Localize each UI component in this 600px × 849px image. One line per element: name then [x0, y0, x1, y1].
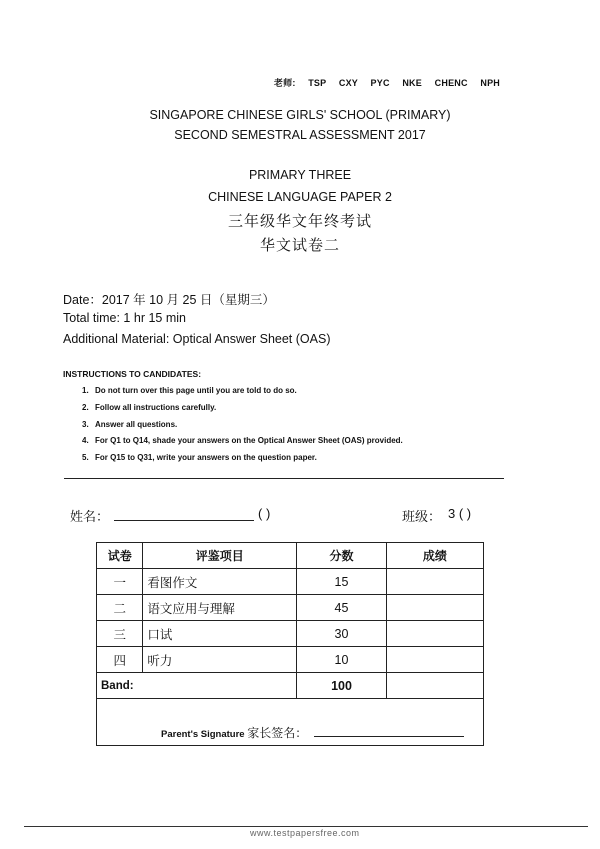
score-cell[interactable]: [386, 621, 483, 647]
table-row: [97, 569, 484, 595]
instruction-item: 5. For Q15 to Q31, write your answers on the question paper.: [82, 453, 317, 463]
max-marks: 45: [297, 595, 387, 621]
instructions-list: [82, 386, 403, 470]
teacher-code: NPH: [480, 78, 500, 88]
class-label: 班级：: [402, 510, 442, 525]
assessment-item: 口试: [143, 621, 297, 647]
total-score-cell[interactable]: [386, 673, 483, 699]
teacher-code: NKE: [402, 78, 422, 88]
column-header: 成绩: [386, 543, 483, 569]
divider: [64, 478, 504, 479]
signature-label-chinese: 家长签名：: [247, 726, 308, 740]
assessment-title: SECOND SEMESTRAL ASSESSMENT 2017: [174, 128, 426, 142]
paper-number: 二: [97, 595, 143, 621]
class-field[interactable]: 3 ( ): [448, 506, 472, 521]
table-row: [97, 595, 484, 621]
table-row: [97, 647, 484, 673]
column-header: 分数: [297, 543, 387, 569]
assessment-item: 语文应用与理解: [143, 595, 297, 621]
footer-watermark: www.testpapersfree.com: [250, 828, 360, 838]
score-cell[interactable]: [386, 595, 483, 621]
index-number-field[interactable]: ( ): [258, 506, 271, 521]
teacher-code: CXY: [338, 78, 358, 88]
teacher-code: PYC: [370, 78, 390, 88]
paper-number: 一: [97, 569, 143, 595]
column-header: 评鉴项目: [143, 543, 297, 569]
assessment-item: 看图作文: [143, 569, 297, 595]
exam-date: Date：2017 年 10 月 25 日（星期三）: [63, 293, 275, 307]
signature-label: Parent's Signature: [161, 729, 245, 740]
instruction-item: 4. For Q1 to Q14, shade your answers on the Optical Answer Sheet (OAS) provided.: [82, 436, 403, 446]
score-table: [96, 542, 484, 746]
paper-number: 三: [97, 621, 143, 647]
exam-duration: Total time: 1 hr 15 min: [63, 311, 186, 325]
signature-field[interactable]: [314, 736, 464, 737]
table-header-row: [97, 543, 484, 569]
footer-divider: [24, 826, 588, 827]
total-marks: 100: [297, 673, 387, 699]
additional-material: Additional Material: Optical Answer Sheet (OAS): [63, 332, 331, 346]
max-marks: 10: [297, 647, 387, 673]
paper-number: 四: [97, 647, 143, 673]
school-name: SINGAPORE CHINESE GIRLS' SCHOOL (PRIMARY): [149, 108, 451, 122]
paper-title: CHINESE LANGUAGE PAPER 2: [208, 190, 392, 204]
band-row: [97, 673, 484, 699]
max-marks: 15: [297, 569, 387, 595]
name-label: 姓名：: [70, 510, 110, 525]
teacher-code: TSP: [308, 78, 327, 88]
score-cell[interactable]: [386, 569, 483, 595]
column-header: 试卷: [97, 543, 143, 569]
chinese-exam-title: 三年级华文年终考试: [227, 212, 372, 230]
instructions-title: INSTRUCTIONS TO CANDIDATES:: [63, 369, 202, 379]
instruction-item: 1. Do not turn over this page until you are told to do so.: [82, 386, 297, 395]
teacher-code: CHENC: [434, 78, 468, 88]
score-cell[interactable]: [386, 647, 483, 673]
table-row: [97, 621, 484, 647]
assessment-item: 听力: [143, 647, 297, 673]
chinese-paper-title: 华文试卷二: [259, 236, 340, 254]
signature-row: [97, 699, 484, 746]
teacher-codes: [274, 76, 500, 89]
level-title: PRIMARY THREE: [248, 168, 352, 182]
instruction-item: 3. Answer all questions.: [82, 419, 178, 429]
band-label: Band:: [97, 673, 297, 699]
teacher-label: 老师:: [273, 78, 296, 88]
max-marks: 30: [297, 621, 387, 647]
instruction-item: 2. Follow all instructions carefully.: [82, 402, 217, 412]
name-field[interactable]: [114, 520, 254, 521]
signature-cell: [97, 699, 484, 746]
